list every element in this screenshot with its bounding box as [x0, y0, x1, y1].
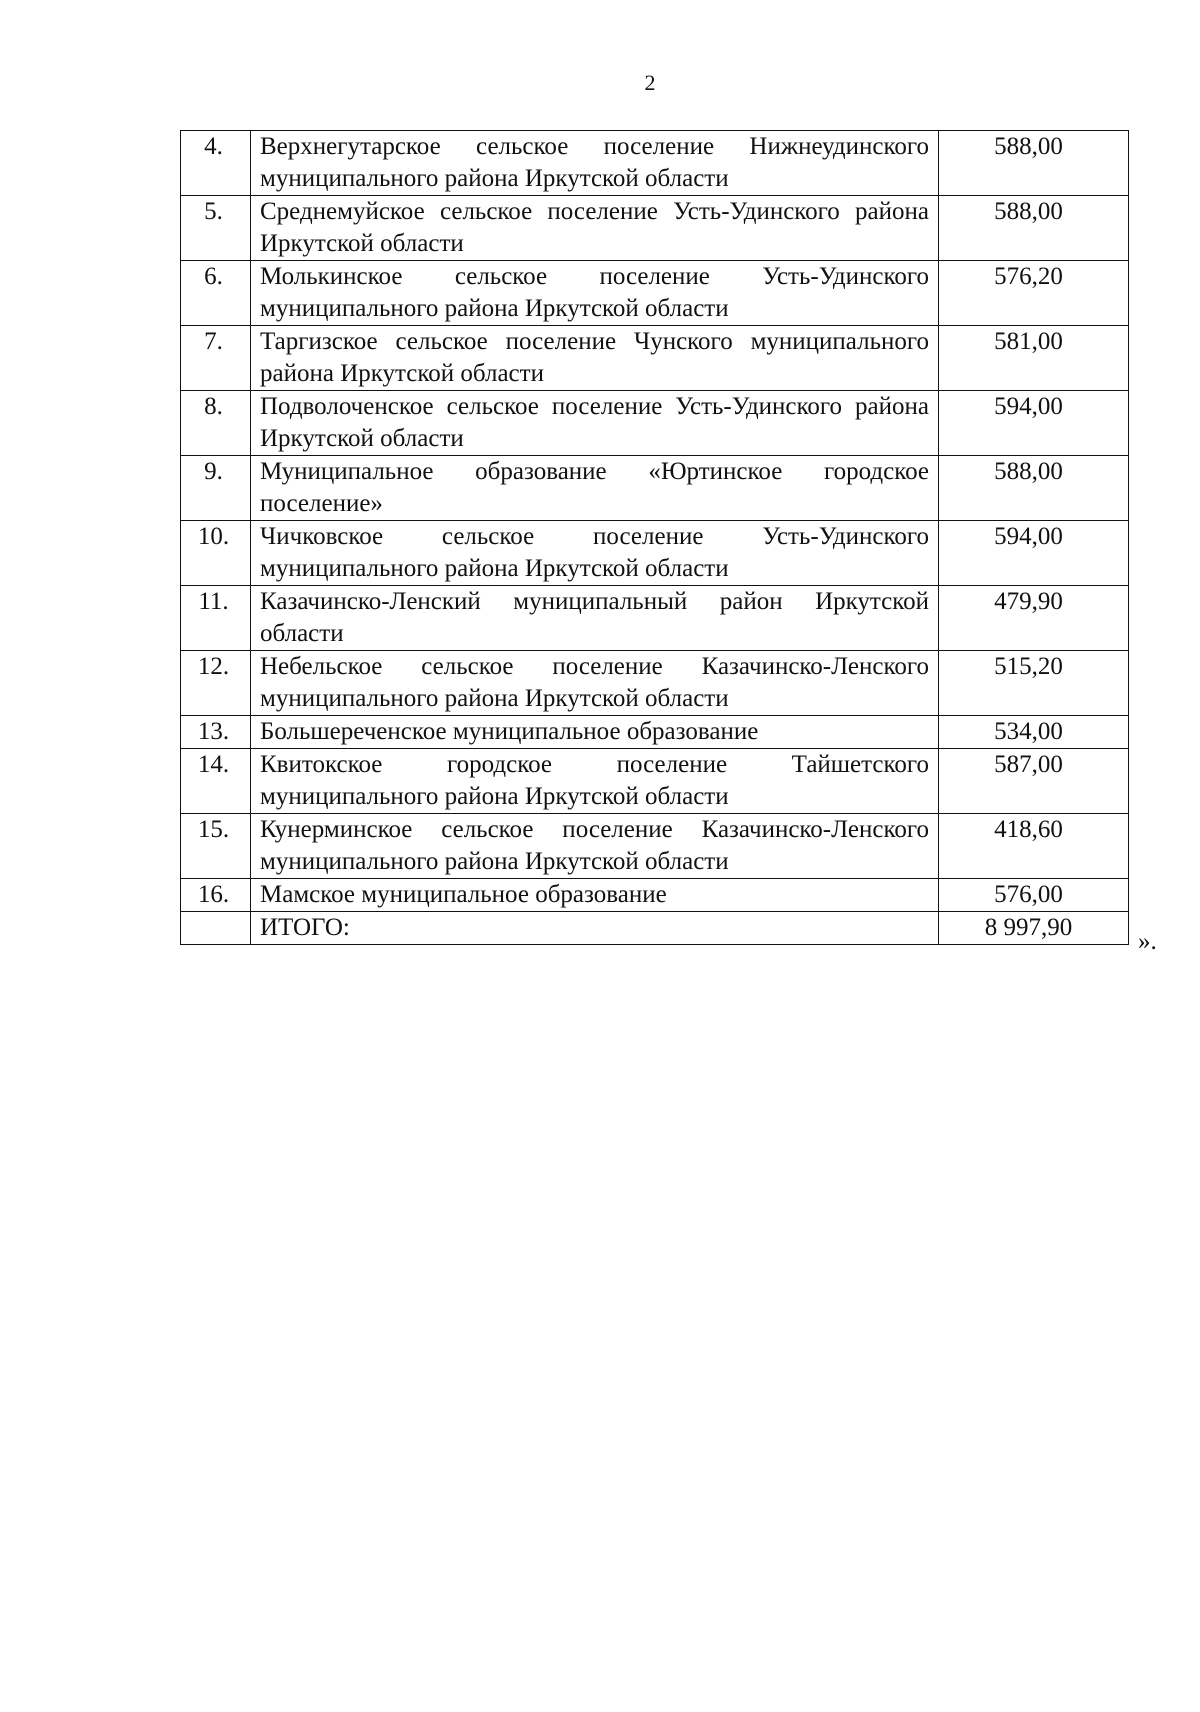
row-number: 16.: [181, 879, 251, 912]
municipality-name: Небельское сельское поселение Казачинско-Ленского муниципального района Иркутской области: [251, 651, 939, 716]
amount-value: 594,00: [939, 521, 1129, 586]
closing-quote: ».: [1138, 928, 1157, 955]
table-row: [181, 716, 1129, 749]
amount-value: 588,00: [939, 456, 1129, 521]
row-number: 11.: [181, 586, 251, 651]
municipality-name: Верхнегутарское сельское поселение Нижнеудинского муниципального района Иркутской области: [251, 131, 939, 196]
municipality-name: Чичковское сельское поселение Усть-Удинского муниципального района Иркутской области: [251, 521, 939, 586]
amount-value: 576,00: [939, 879, 1129, 912]
table-row: [181, 261, 1129, 326]
table-row: [181, 651, 1129, 716]
municipality-name: Муниципальное образование «Юртинское городское поселение»: [251, 456, 939, 521]
table-row: [181, 326, 1129, 391]
row-number: 15.: [181, 814, 251, 879]
row-number: 7.: [181, 326, 251, 391]
row-number: 5.: [181, 196, 251, 261]
row-number: 4.: [181, 131, 251, 196]
table-row: [181, 879, 1129, 912]
table-row: [181, 814, 1129, 879]
row-number: 9.: [181, 456, 251, 521]
total-row: [181, 912, 1129, 945]
row-number: 13.: [181, 716, 251, 749]
municipality-name: Мамское муниципальное образование: [251, 879, 939, 912]
row-number: 10.: [181, 521, 251, 586]
municipality-name: Молькинское сельское поселение Усть-Удинского муниципального района Иркутской области: [251, 261, 939, 326]
table-row: [181, 521, 1129, 586]
amount-value: 479,90: [939, 586, 1129, 651]
row-number: 6.: [181, 261, 251, 326]
municipality-name: Среднемуйское сельское поселение Усть-Удинского района Иркутской области: [251, 196, 939, 261]
table-row: [181, 456, 1129, 521]
municipality-name: Кунерминское сельское поселение Казачинско-Ленского муниципального района Иркутской области: [251, 814, 939, 879]
total-row-number: [181, 912, 251, 945]
amount-value: 588,00: [939, 196, 1129, 261]
amount-value: 587,00: [939, 749, 1129, 814]
page-number: 2: [644, 70, 656, 95]
amount-value: 581,00: [939, 326, 1129, 391]
table-row: [181, 391, 1129, 456]
table-row: [181, 749, 1129, 814]
municipality-name: Таргизское сельское поселение Чунского муниципального района Иркутской области: [251, 326, 939, 391]
municipality-name: Большереченское муниципальное образование: [251, 716, 939, 749]
row-number: 12.: [181, 651, 251, 716]
total-label: ИТОГО:: [251, 912, 939, 945]
table-row: [181, 196, 1129, 261]
amount-value: 534,00: [939, 716, 1129, 749]
amount-value: 418,60: [939, 814, 1129, 879]
municipality-name: Подволоченское сельское поселение Усть-Удинского района Иркутской области: [251, 391, 939, 456]
allocation-table: [180, 130, 1129, 945]
amount-value: 515,20: [939, 651, 1129, 716]
total-value: 8 997,90: [939, 912, 1129, 945]
amount-value: 594,00: [939, 391, 1129, 456]
row-number: 14.: [181, 749, 251, 814]
table-row: [181, 131, 1129, 196]
amount-value: 576,20: [939, 261, 1129, 326]
row-number: 8.: [181, 391, 251, 456]
municipality-name: Квитокское городское поселение Тайшетского муниципального района Иркутской области: [251, 749, 939, 814]
table-row: [181, 586, 1129, 651]
municipality-name: Казачинско-Ленский муниципальный район Иркутской области: [251, 586, 939, 651]
amount-value: 588,00: [939, 131, 1129, 196]
